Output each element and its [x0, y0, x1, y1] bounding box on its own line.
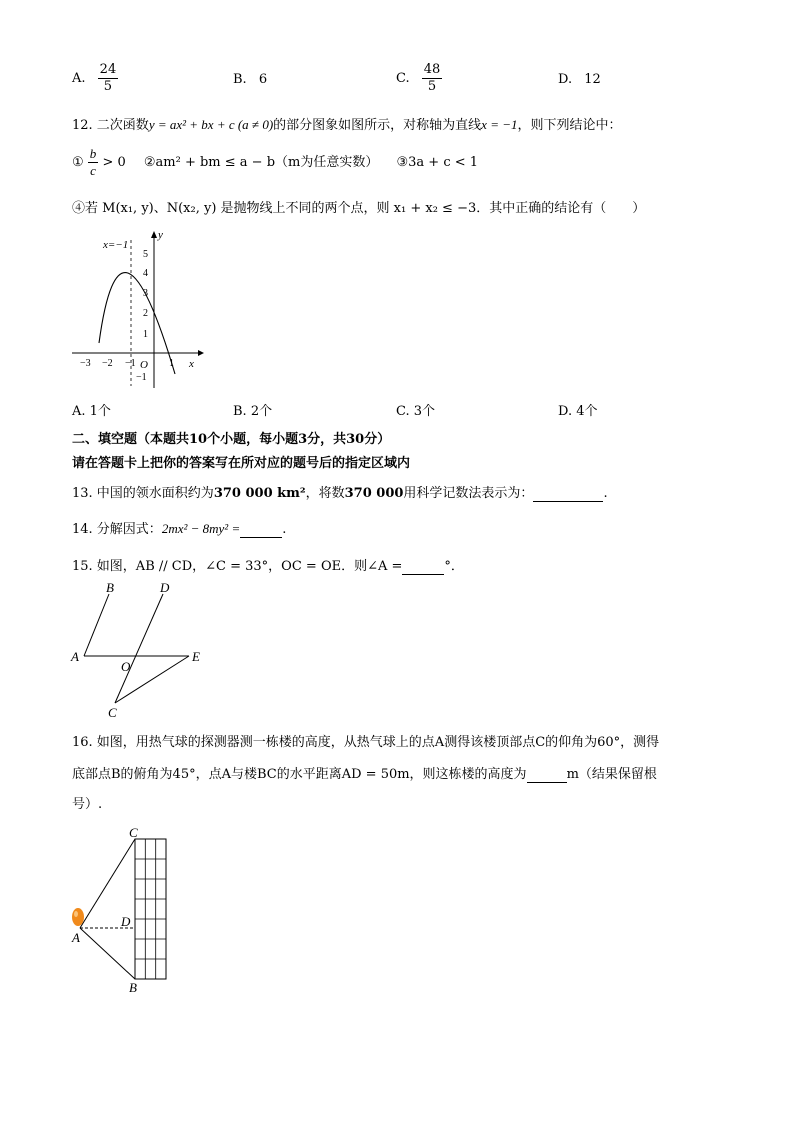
q14: [72, 518, 286, 538]
q11-option-b-label: B.: [233, 72, 247, 87]
q15-label-a: A: [71, 649, 79, 664]
q12-stem: [72, 114, 622, 133]
q11-option-d[interactable]: [558, 72, 601, 87]
q11-option-a-label: A.: [72, 71, 86, 86]
q12-c4: ④若 M(x₁, y)、N(x₂, y) 是抛物线上不同的两个点，则 x₁ + x₂ ≤ −3．其中正确的结论有（ ）: [72, 201, 646, 216]
q15-answer-blank[interactable]: [402, 559, 444, 575]
q11-option-b[interactable]: [233, 72, 267, 87]
q16-line2: [72, 763, 657, 783]
q11-option-a-den: 5: [103, 79, 113, 94]
q12-conclusions: [72, 146, 478, 179]
q16-building: [135, 839, 166, 979]
q16-line-ab: [80, 928, 135, 979]
q15-segment-cd: [115, 594, 163, 703]
q15: [72, 555, 464, 575]
q15-figure: [66, 578, 212, 724]
q12-y-tick-3: 3: [143, 288, 148, 299]
q12-option-c[interactable]: C. 3个: [396, 404, 436, 419]
q12-c1-fraction: [88, 146, 99, 179]
q14-text: 14. 分解因式：: [72, 522, 162, 537]
q12-c3: ③3a + c < 1: [396, 155, 479, 170]
q16-figure: [66, 822, 176, 998]
q11-option-a[interactable]: [72, 62, 118, 95]
q16-line1: 16. 如图，用热气球的探测器测一栋楼的高度，从热气球上的点A测得该楼顶部点C的仰角为60°，测得: [72, 735, 660, 750]
q15-end: °．: [444, 559, 464, 574]
q12-c1-num: b: [89, 146, 97, 161]
q16-answer-blank[interactable]: [527, 767, 567, 783]
q13-text-b: ，将数: [305, 486, 345, 501]
q16-line2a: 底部点B的俯角为45°，点A与楼BC的水平距离AD = 50m，则这栋楼的高度为: [72, 767, 527, 782]
q12-option-d[interactable]: D. 4个: [558, 404, 598, 419]
q11-option-c-den: 5: [427, 79, 437, 94]
q16-label-a: A: [72, 930, 80, 945]
q12-stem-axis: x = −1: [481, 117, 518, 132]
q12-origin-label: O: [140, 359, 148, 371]
q11-option-a-fraction: [98, 62, 119, 95]
q11-option-c-num: 48: [423, 62, 441, 77]
q12-x-tick-1: 1: [169, 358, 174, 369]
q11-option-d-value: 12: [584, 72, 601, 87]
q12-option-b[interactable]: B. 2个: [233, 404, 273, 419]
q12-y-label: y: [158, 229, 163, 241]
q12-symmetry-label: x=−1: [103, 239, 129, 251]
q15-segment-ab: [84, 594, 109, 656]
section2-instruction: 请在答题卡上把你的答案写在所对应的题号后的指定区域内: [72, 456, 411, 471]
q15-label-d: D: [160, 580, 170, 595]
q15-label-c: C: [108, 705, 117, 720]
q16-balloon-icon: [72, 908, 84, 926]
q11-option-c[interactable]: [396, 62, 442, 95]
q13-end: .: [603, 486, 608, 501]
q12-stem-mid: 的部分图象如图所示，对称轴为直线: [273, 118, 482, 133]
q12-c2: ②am² + bm ≤ a − b（m为任意实数）: [143, 155, 379, 170]
q12-y-tick-1: 1: [143, 329, 148, 340]
q12-stem-suffix: ，则下列结论中：: [517, 118, 622, 133]
q12-stem-formula: y = ax² + bx + c (a ≠ 0): [148, 117, 274, 132]
q13-area-value: 370 000 km²: [213, 486, 306, 501]
q16-label-d: D: [121, 914, 131, 929]
q15-text: 15. 如图，AB // CD，∠C = 33°，OC = OE．则∠A =: [72, 559, 403, 574]
q12-parabola-graph: [70, 226, 206, 392]
q12-y-axis: [151, 231, 157, 388]
q12-y-tick-5: 5: [143, 249, 148, 260]
q13-answer-blank[interactable]: [533, 486, 603, 502]
q16-label-c: C: [129, 825, 138, 840]
q12-y-tick-4: 4: [143, 268, 148, 279]
q14-end: .: [282, 522, 287, 537]
q12-y-tick-m1: −1: [136, 372, 147, 383]
q13-text-a: 13. 中国的领水面积约为: [72, 486, 214, 501]
q15-label-o: O: [121, 659, 131, 674]
q14-answer-blank[interactable]: [240, 522, 282, 538]
q11-option-a-num: 24: [99, 62, 117, 77]
q15-label-b: B: [106, 580, 114, 595]
q13-text-c: 用科学记数法表示为：: [403, 486, 534, 501]
q12-option-a[interactable]: A. 1个: [72, 404, 111, 419]
q12-x-tick-m1: −1: [125, 358, 136, 369]
q11-option-c-fraction: [422, 62, 443, 95]
q12-x-axis: [72, 350, 204, 356]
q16-line3: 号）.: [72, 797, 103, 812]
q14-formula: 2mx² − 8my² =: [161, 521, 241, 536]
q12-x-tick-m2: −2: [102, 358, 113, 369]
q11-option-b-value: 6: [258, 72, 268, 87]
q12-stem-prefix: 12. 二次函数: [72, 118, 149, 133]
q12-x-label: x: [189, 358, 194, 370]
q12-c1-rest: > 0: [102, 155, 126, 170]
q12-y-tick-2: 2: [143, 308, 148, 319]
q13-number: 370 000: [344, 486, 404, 501]
q15-label-e: E: [192, 649, 200, 664]
q12-x-tick-m3: −3: [80, 358, 91, 369]
q12-c1-mark: ①: [72, 155, 84, 170]
q12-c1-den: c: [90, 163, 96, 178]
q11-option-d-label: D.: [558, 72, 573, 87]
q11-option-c-label: C.: [396, 71, 410, 86]
section2-title: 二、填空题（本题共10个小题，每小题3分，共30分）: [72, 432, 391, 447]
q13: [72, 482, 608, 502]
q16-line2b: m（结果保留根: [566, 767, 657, 782]
q16-label-b: B: [129, 980, 137, 995]
